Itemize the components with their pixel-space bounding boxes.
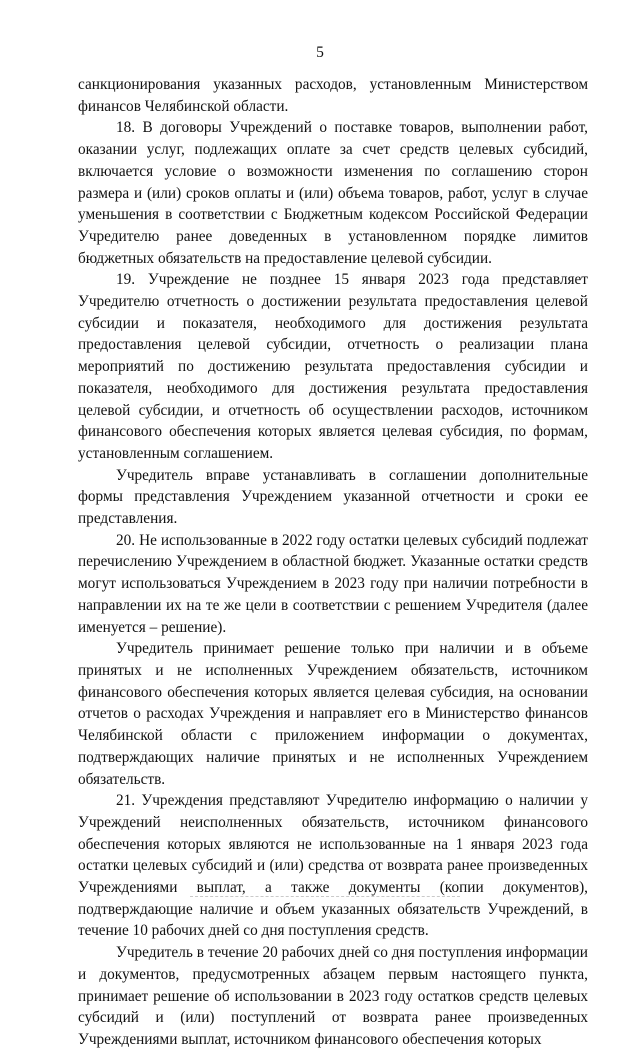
paragraph-clause-20-decision: Учредитель принимает решение только при наличии и в объеме принятых и не исполненных Учреждением обязательств, источником финансового обеспечения которых является целевая субсидия, на основании отчетов о расходах Учреждения и направляет его в Министерство финансов Челябинской области с приложением информации о документах, подтверждающих наличие принятых и не исполненных Учреждением обязательств. <box>78 640 588 788</box>
paragraph-clause-18: 18. В договоры Учреждений о поставке товаров, выполнении работ, оказании услуг, подлежащих оплате за счет средств целевых субсидий, включается условие о возможности изменения по соглашению сторон размера и (или) сроков оплаты и (или) объема товаров, работ, услуг в случае уменьшения в соответствии с Бюджетным кодексом Российской Федерации Учредителю ранее доведенных в установленном порядке лимитов бюджетных обязательств на предоставление целевой субсидии. <box>78 119 588 267</box>
paragraph-clause-19: 19. Учреждение не позднее 15 января 2023 года представляет Учредителю отчетность о достижении результата предоставления целевой субсидии и показателя, необходимого для достижения результата предоставления целевой субсидии, отчетность о реализации плана мероприятий по достижению результата предоставления субсидии и показателя, необходимого для достижения результата предоставления целевой субсидии, и отчетность об осуществлении расходов, источником финансового обеспечения которых является целевая субсидия, по формам, установленным соглашением. <box>78 271 588 462</box>
scan-artifact-line <box>190 896 460 898</box>
document-body <box>78 74 588 1051</box>
paragraph-continuation: санкционирования указанных расходов, установленным Министерством финансов Челябинской области. <box>78 76 588 115</box>
paragraph-clause-21: 21. Учреждения представляют Учредителю информацию о наличии у Учреждений неисполненных обязательств, источником финансового обеспечения которых являются не использованные на 1 января 2023 года остатки целевых субсидий и (или) средства от возврата ранее произведенных Учреждениями выплат, а также документы (копии документов), подтверждающие наличие и объем указанных обязательств Учреждений, в течение 10 рабочих дней со дня поступления средств. <box>78 792 588 940</box>
paragraph-clause-21-decision: Учредитель в течение 20 рабочих дней со дня поступления информации и документов, предусмотренных абзацем первым настоящего пункта, принимает решение об использовании в 2023 году остатков средств целевых субсидий и (или) поступлений от возврата ранее произведенных Учреждениями выплат, источником финансового обеспечения которых <box>78 944 588 1048</box>
paragraph-clause-19-note: Учредитель вправе устанавливать в соглашении дополнительные формы представления Учреждением указанной отчетности и сроки ее представления. <box>78 466 588 528</box>
page-number: 5 <box>316 44 324 61</box>
paragraph-clause-20: 20. Не использованные в 2022 году остатки целевых субсидий подлежат перечислению Учреждением в областной бюджет. Указанные остатки средств могут использоваться Учреждением в 2023 году при наличии потребности в направлении их на те же цели в соответствии с решением Учредителя (далее именуется – решение). <box>78 531 588 636</box>
